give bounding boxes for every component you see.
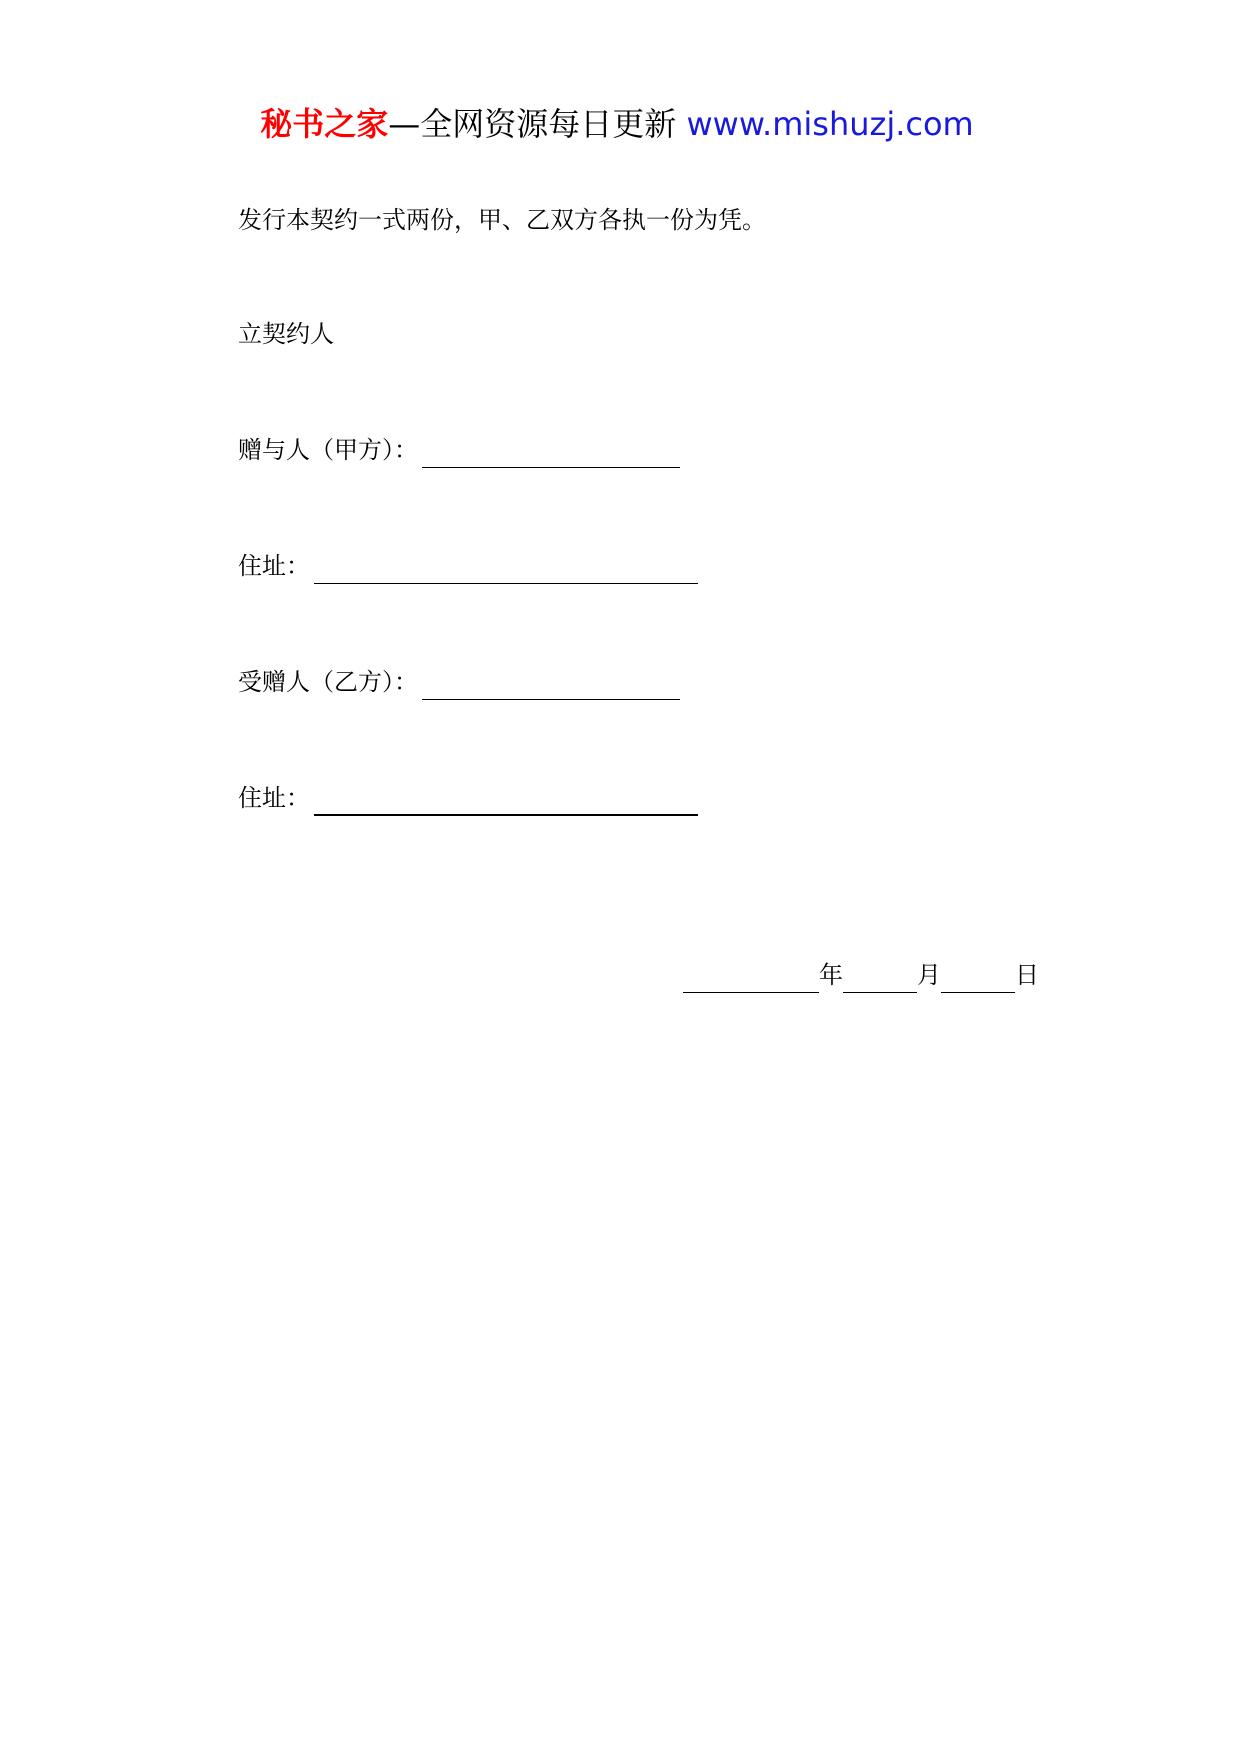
month-field[interactable] (843, 962, 917, 993)
donor-address-field[interactable] (314, 553, 698, 584)
day-field[interactable] (941, 962, 1015, 993)
year-label: 年 (819, 961, 843, 989)
donor-label: 赠与人（甲方）： (238, 436, 418, 464)
donee-row (238, 664, 680, 700)
donee-label: 受赠人（乙方）： (238, 668, 418, 696)
donee-address-field[interactable] (314, 784, 698, 816)
donee-address-label: 住址： (238, 784, 310, 812)
year-field[interactable] (683, 962, 819, 993)
donee-name-field[interactable] (422, 669, 680, 700)
donor-name-field[interactable] (422, 437, 680, 468)
brand-name: 秘书之家 (260, 105, 389, 143)
donee-address-row (238, 780, 698, 816)
header-url[interactable]: www.mishuzj.com (686, 105, 974, 143)
header-tagline: —全网资源每日更新 (388, 105, 677, 143)
page-header (0, 100, 1234, 148)
day-label: 日 (1015, 961, 1039, 989)
month-label: 月 (917, 961, 941, 989)
contract-copies-paragraph: 发行本契约一式两份，甲、乙双方各执一份为凭。 (238, 206, 766, 234)
donor-row (238, 432, 680, 468)
donor-address-label: 住址： (238, 552, 310, 580)
signers-heading: 立契约人 (238, 320, 334, 348)
date-row (683, 957, 1039, 993)
donor-address-row (238, 548, 698, 584)
